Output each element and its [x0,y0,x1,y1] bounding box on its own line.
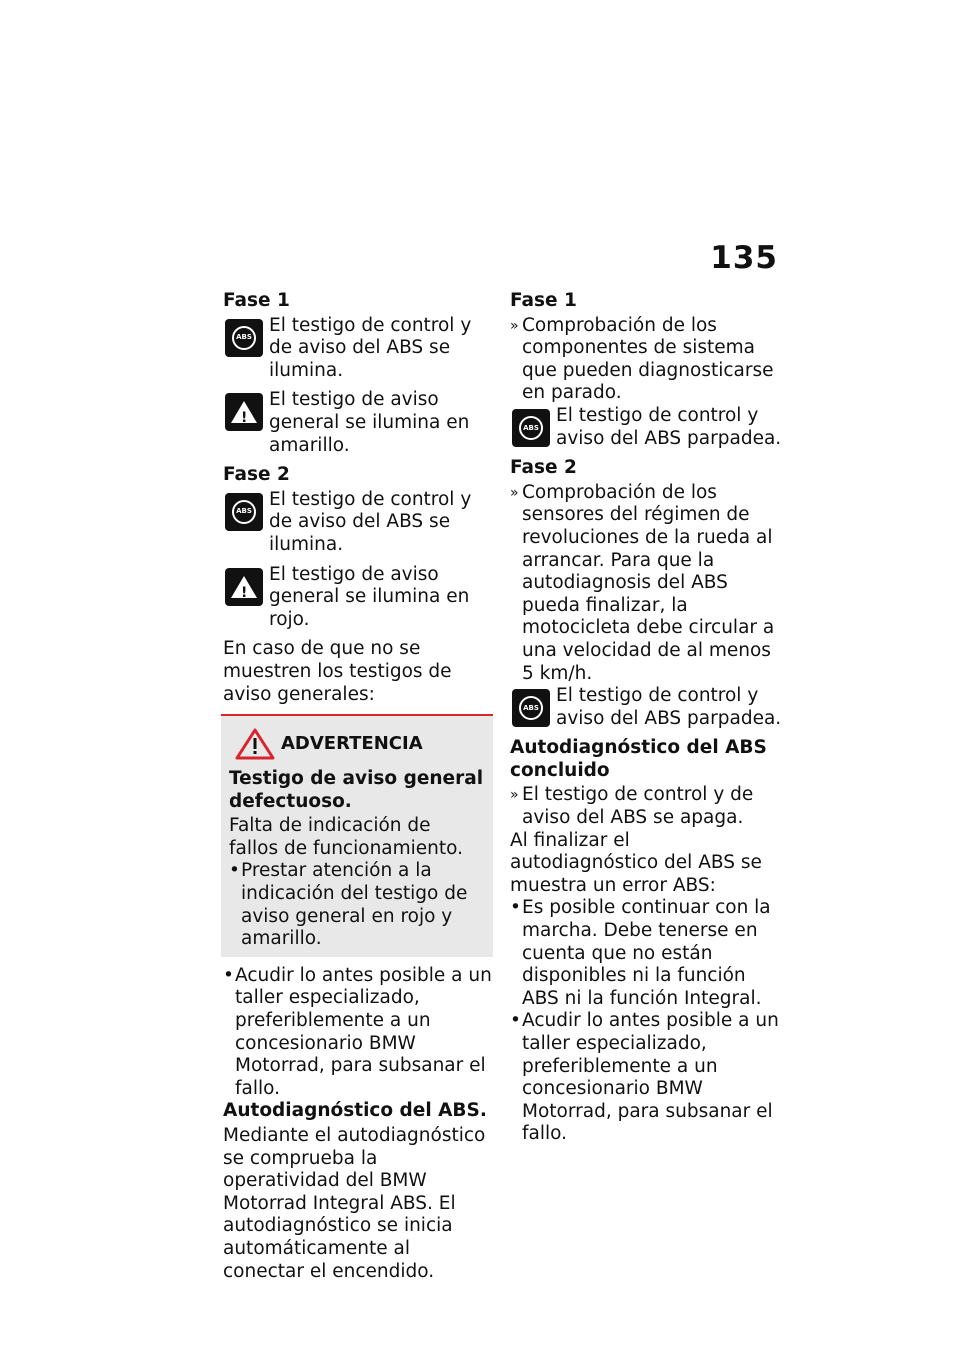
error-bullet-2: • Acudir lo antes posible a un taller especializado, preferiblemente a un concesionario BMW Motorrad, para subsanar el fallo. [510,1010,779,1145]
concluded-step: » El testigo de control y de aviso del ABS se apaga. [510,784,754,829]
intro-text: En caso de que no se muestren los testigos de aviso generales: [223,638,452,705]
right-fase2-heading: Fase 2 [510,457,577,479]
abs-warning-icon: ABS [225,493,263,531]
concluded-heading: Autodiagnóstico del ABS concluido [510,737,767,781]
fase2-general-row [223,564,493,632]
abs-warning-icon: ABS [512,409,550,447]
warning-bold-text: Testigo de aviso general defectuoso. [229,768,484,812]
page-number: 135 [710,240,778,276]
error-intro: Al finalizar el autodiagnóstico del ABS se muestra un error ABS: [510,829,762,896]
red-warning-triangle-icon [235,728,275,760]
left-column [223,290,493,1283]
right-fase2-abs-row [510,685,782,730]
general-warning-icon: ! [225,393,263,431]
warning-title: ADVERTENCIA [281,732,423,754]
warning-text: Falta de indicación de fallos de funcionamiento. [229,815,464,859]
fase2-abs-text: El testigo de control y de aviso del ABS se ilumina. [269,488,472,555]
general-warning-icon: ! [225,568,263,606]
fase1-abs-text: El testigo de control y de aviso del ABS se ilumina. [269,314,472,381]
warning-header [229,728,485,760]
warning-bullet: • Prestar atención a la indicación del testigo de aviso general en rojo y amarillo. [229,860,468,950]
fase1-heading: Fase 1 [223,290,290,311]
right-fase1-abs-text: El testigo de control y aviso del ABS parpadea. [556,404,782,449]
workshop-bullet: • Acudir lo antes posible a un taller especializado, preferiblemente a un concesionario BMW Motorrad, para subsanar el fallo. [223,964,492,1099]
fase2-heading: Fase 2 [223,464,290,486]
fase1-general-row [223,389,493,457]
fase1-general-text: El testigo de aviso general se ilumina en amarillo. [269,389,470,456]
error-bullet-1: • Es posible continuar con la marcha. Debe tenerse en cuenta que no están disponibles ni la función ABS ni la función Integral. [510,897,771,1009]
autodiag-text: Mediante el autodiagnóstico se comprueba la operatividad del BMW Motorrad Integral ABS. El autodiagnóstico se inicia automáticamente al conectar el encendido. [223,1125,486,1282]
right-fase2-abs-text: El testigo de control y aviso del ABS parpadea. [556,685,782,729]
fase2-general-text: El testigo de aviso general se ilumina en rojo. [269,563,470,630]
abs-warning-icon: ABS [225,319,263,357]
right-fase1-step: » Comprobación de los componentes de sistema que pueden diagnosticarse en parado. [510,314,774,404]
autodiag-heading: Autodiagnóstico del ABS. [223,1100,487,1122]
right-fase1-abs-row [510,405,782,450]
right-column [510,290,782,1146]
fase1-abs-row [223,315,493,383]
right-fase1-heading: Fase 1 [510,290,577,311]
warning-box [221,714,493,957]
fase2-abs-row [223,489,493,557]
right-fase2-step: » Comprobación de los sensores del régimen de revoluciones de la rueda al arrancar. Para que la autodiagnosis del ABS pueda finalizar, la motocicleta debe circular a una velocidad de al menos 5 km/h. [510,481,775,684]
abs-warning-icon: ABS [512,689,550,727]
